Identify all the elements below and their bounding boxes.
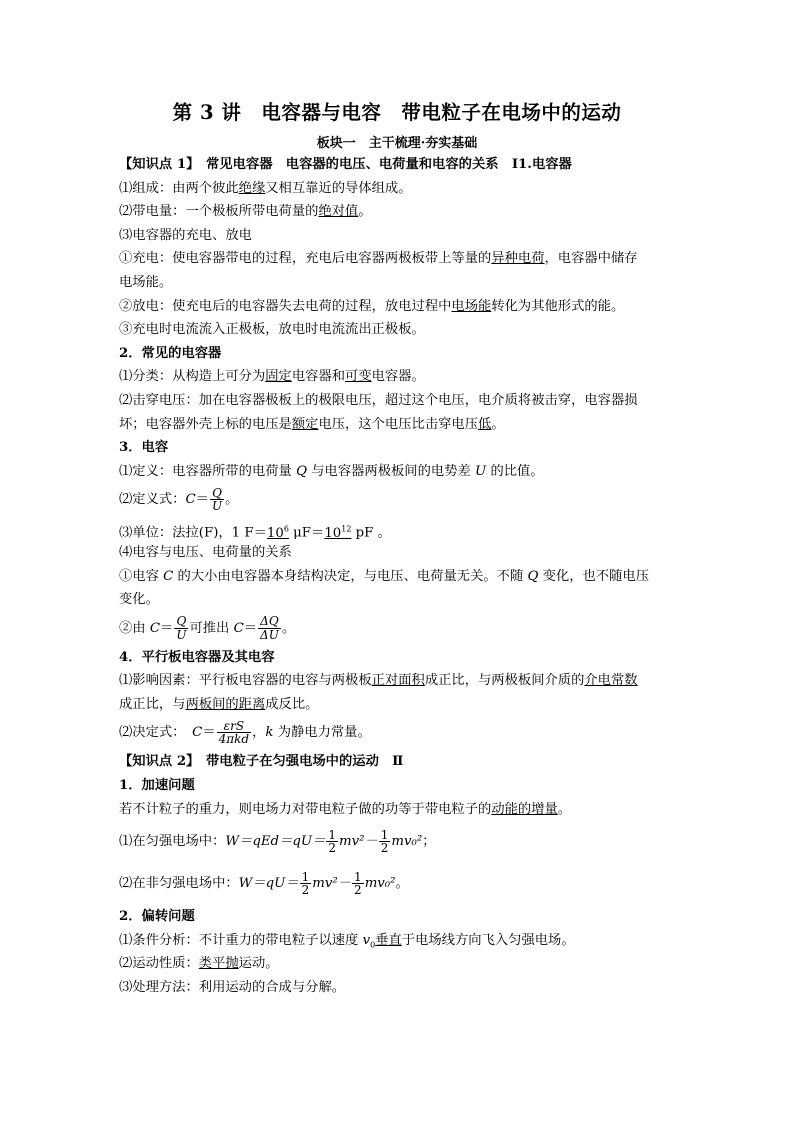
fraction: $\frac{Q}{U}$ xyxy=(176,614,187,642)
text-line: 若不计粒子的重力，则电场力对带电粒子做的功等于带电粒子的动能的增量。 xyxy=(119,801,572,817)
fraction: $\frac{1}{2}$ xyxy=(301,869,310,898)
text-line: 变化。 xyxy=(119,592,159,608)
formula-line: ⑵决定式： C＝ $\frac{\text{εrS}}{\text{4πkd}}$ ，k 为静电力常量。 xyxy=(119,718,371,747)
fraction: $\frac{\Delta Q}{\Delta U}$ xyxy=(260,614,279,642)
text-line: ①电容 C 的大小由电容器本身结构决定，与电压、电荷量无关。不随 Q 变化，也不随电压 xyxy=(119,568,649,584)
knowledge-point-1-heading: 【知识点 1】 常见电容器 电容器的电压、电荷量和电容的关系 Ⅰ1.电容器 xyxy=(119,157,572,172)
section-heading: 3．电容 xyxy=(119,440,169,456)
section-heading: 2．常见的电容器 xyxy=(119,345,222,361)
text-line: ⑶处理方法：利用运动的合成与分解。 xyxy=(119,980,346,996)
formula-line: ⑴在匀强电场中：W＝qEd＝qU＝ $\frac{1}{2}$ mv²－ $\frac{1}{2}$ mv₀²； xyxy=(119,827,436,856)
text-line: ⑴影响因素：平行板电容器的电容与两极板正对面积成正比，与两极板间介质的介电常数 xyxy=(119,673,638,689)
knowledge-point-2-heading: 【知识点 2】 带电粒子在匀强电场中的运动 Ⅱ xyxy=(119,754,404,770)
document-body xyxy=(119,153,679,1000)
text-line: ③充电时电流流入正极板，放电时电流流出正极板。 xyxy=(119,322,425,338)
text-line: ⑵击穿电压：加在电容器极板上的极限电压，超过这个电压，电介质将被击穿，电容器损 xyxy=(119,392,638,408)
section-heading: 1．加速问题 xyxy=(119,778,195,794)
section-subtitle: 板块一 主干梳理·夯实基础 xyxy=(316,136,478,151)
text-line: 坏；电容器外壳上标的电压是额定电压，这个电压比击穿电压低。 xyxy=(119,416,505,432)
text-line: ⑴定义：电容器所带的电荷量 Q 与电容器两极板间的电势差 U 的比值。 xyxy=(119,463,544,479)
fraction: $\frac{1}{2}$ xyxy=(354,869,362,898)
text-line: ⑶单位：法拉(F)，1 $F=10^6$ $\mu F=10^{12}$ pF 。 xyxy=(119,524,391,541)
text-line: ②放电：使充电后的电容器失去电荷的过程，放电过程中电场能转化为其他形式的能。 xyxy=(119,298,625,314)
section-heading: 2．偏转问题 xyxy=(119,909,195,925)
fraction: $\frac{\text{εrS}}{\text{4πkd}}$ xyxy=(218,718,250,747)
text-line: ⑴组成：由两个彼此绝缘又相互靠近的导体组成。 xyxy=(119,180,412,196)
fraction: $\frac{Q}{U}$ xyxy=(211,485,223,514)
text-line: ①充电：使电容器带电的过程，充电后电容器两极板带上等量的异种电荷，电容器中储存 xyxy=(119,251,638,267)
text-line: 电场能。 xyxy=(119,274,173,290)
formula-line: ⑵在非匀强电场中：W＝qU＝ $\frac{1}{2}$ mv²－ $\frac{1}{2}$ mv₀²。 xyxy=(119,869,409,898)
fraction: $\frac{1}{2}$ xyxy=(328,827,337,856)
formula-line: ⑵定义式：C＝ $\frac{Q}{U}$ 。 xyxy=(119,485,239,514)
text-line: ⑶电容器的充电、放电 xyxy=(119,227,252,243)
formula-line: ②由 C＝ $\frac{Q}{U}$ 可推出 C＝ $\frac{\Delta Q}{\Delta U}$ 。 xyxy=(119,614,296,642)
fraction: $\frac{1}{2}$ xyxy=(380,827,389,856)
page-title: 第 3 讲 电容器与电容 带电粒子在电场中的运动 xyxy=(172,101,622,124)
text-line: 成正比，与两板间的距离成反比。 xyxy=(119,696,319,712)
text-line: ⑷电容与电压、电荷量的关系 xyxy=(119,544,292,560)
text-line: ⑵带电量：一个极板所带电荷量的绝对值。 xyxy=(119,204,372,220)
section-heading: 4．平行板电容器及其电容 xyxy=(119,649,275,665)
text-line: ⑵运动性质：类平抛运动。 xyxy=(119,956,279,972)
text-line: ⑴分类：从构造上可分为固定电容器和可变电容器。 xyxy=(119,369,425,385)
text-line: ⑴条件分析：不计重力的带电粒子以速度 $v_0$垂直于电场线方向飞入匀强电场。 xyxy=(119,932,575,950)
